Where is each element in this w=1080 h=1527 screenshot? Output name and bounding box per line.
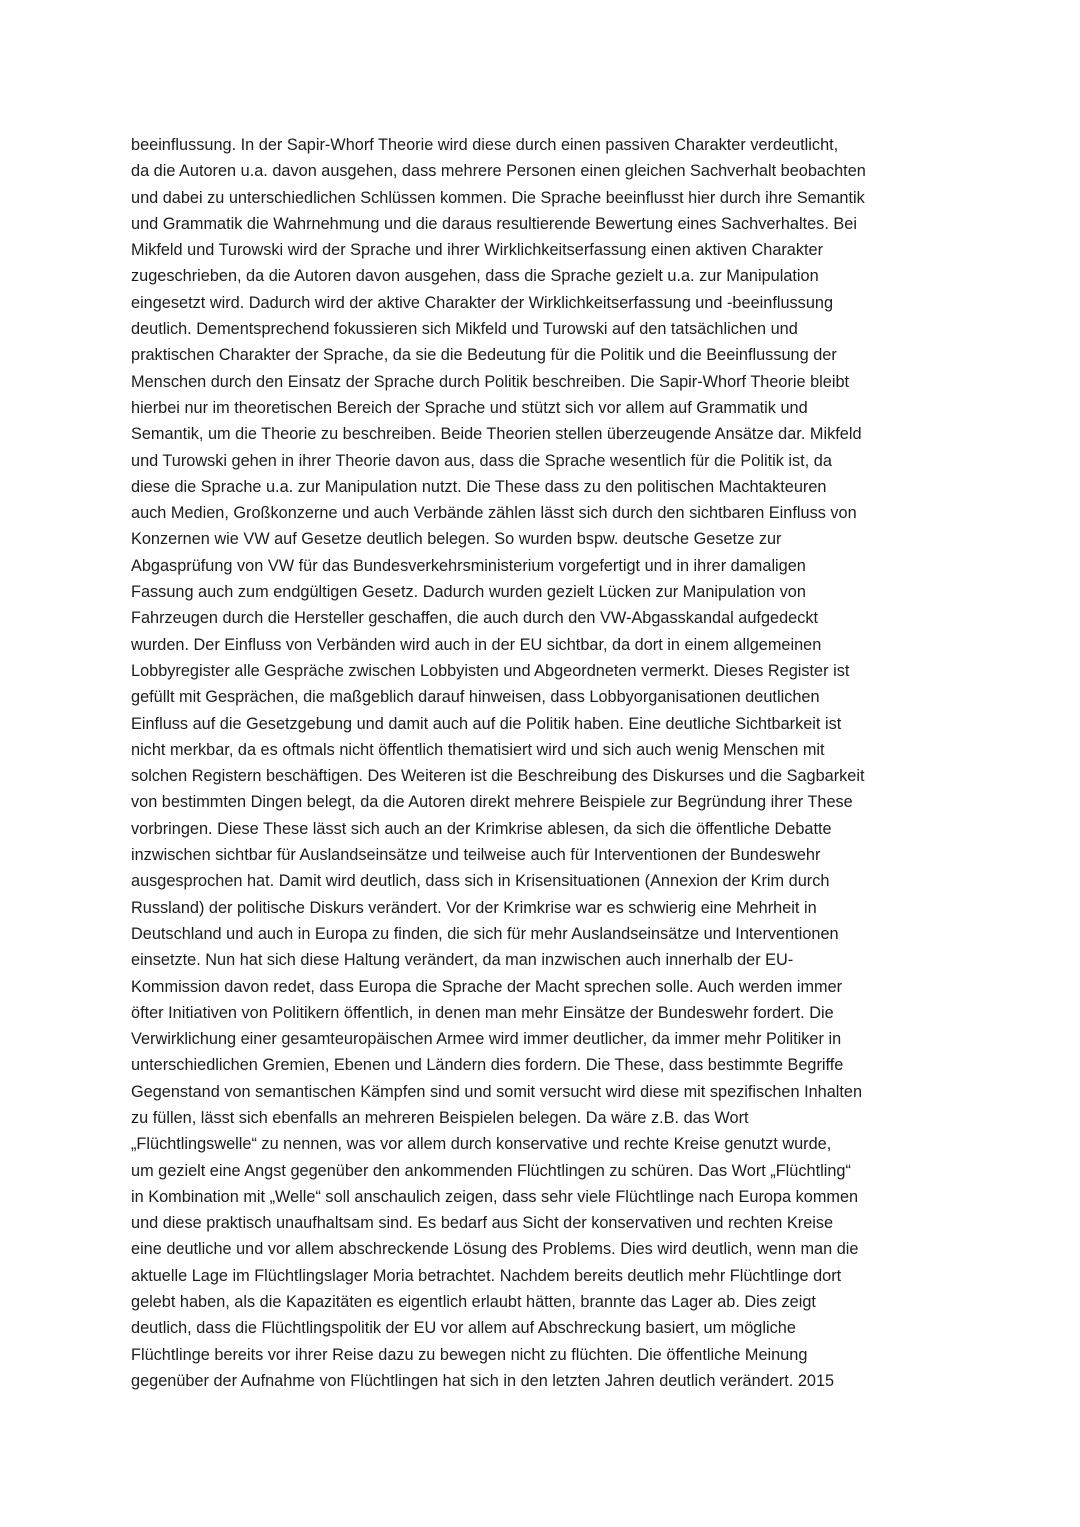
text-line: Menschen durch den Einsatz der Sprache durch Politik beschreiben. Die Sapir-Whorf Theorie bleibt	[131, 371, 850, 391]
text-line: wurden. Der Einfluss von Verbänden wird auch in der EU sichtbar, da dort in einem allgemeinen	[131, 634, 822, 654]
text-line: Kommission davon redet, dass Europa die Sprache der Macht sprechen solle. Auch werden immer	[131, 976, 843, 996]
text-line: Konzernen wie VW auf Gesetze deutlich belegen. So wurden bspw. deutsche Gesetze zur	[131, 529, 782, 549]
text-line: und Turowski gehen in ihrer Theorie davon aus, dass die Sprache wesentlich für die Politik ist, da	[131, 450, 832, 470]
text-line: gefüllt mit Gesprächen, die maßgeblich darauf hinweisen, dass Lobbyorganisationen deutlichen	[131, 687, 820, 707]
text-line: Mikfeld und Turowski wird der Sprache und ihrer Wirklichkeitserfassung einen aktiven Charakter	[131, 240, 824, 260]
text-line: eine deutliche und vor allem abschreckende Lösung des Problems. Dies wird deutlich, wenn man die	[131, 1239, 859, 1259]
text-line: Gegenstand von semantischen Kämpfen sind und somit versucht wird diese mit spezifischen Inhalten	[131, 1081, 863, 1101]
text-line: diese die Sprache u.a. zur Manipulation nutzt. Die These dass zu den politischen Machtakteuren	[131, 476, 827, 496]
text-line: nicht merkbar, da es oftmals nicht öffentlich thematisiert wird und sich auch wenig Menschen mit	[131, 739, 825, 759]
text-line: zu füllen, lässt sich ebenfalls an mehreren Beispielen belegen. Da wäre z.B. das Wort	[131, 1107, 749, 1127]
text-line: zugeschrieben, da die Autoren davon ausgehen, dass die Sprache gezielt u.a. zur Manipulation	[131, 266, 819, 286]
text-line: Abgasprüfung von VW für das Bundesverkehrsministerium vorgefertigt und in ihrer damaligen	[131, 555, 806, 575]
text-line: da die Autoren u.a. davon ausgehen, dass mehrere Personen einen gleichen Sachverhalt beobachten	[131, 161, 866, 181]
text-line: Flüchtlinge bereits vor ihrer Reise dazu zu bewegen nicht zu flüchten. Die öffentliche Meinung	[131, 1344, 808, 1364]
text-line: Einfluss auf die Gesetzgebung und damit auch auf die Politik haben. Eine deutliche Sichtbarkeit ist	[131, 713, 842, 733]
body-text	[131, 132, 971, 1394]
text-line: Fahrzeugen durch die Hersteller geschaffen, die auch durch den VW-Abgasskandal aufgedeckt	[131, 608, 819, 628]
text-line: von bestimmten Dingen belegt, da die Autoren direkt mehrere Beispiele zur Begründung ihrer These	[131, 792, 853, 812]
text-line: Verwirklichung einer gesamteuropäischen Armee wird immer deutlicher, da immer mehr Politiker in	[131, 1029, 842, 1049]
text-line: hierbei nur im theoretischen Bereich der Sprache und stützt sich vor allem auf Grammatik und	[131, 397, 808, 417]
text-line: gegenüber der Aufnahme von Flüchtlingen hat sich in den letzten Jahren deutlich verändert. 2015	[131, 1370, 835, 1390]
text-line: solchen Registern beschäftigen. Des Weiteren ist die Beschreibung des Diskurses und die Sagbarkeit	[131, 766, 865, 786]
text-line: und Grammatik die Wahrnehmung und die daraus resultierende Bewertung eines Sachverhaltes. Bei	[131, 213, 857, 233]
text-line: Semantik, um die Theorie zu beschreiben. Beide Theorien stellen überzeugende Ansätze dar. Mikfeld	[131, 424, 862, 444]
text-line: unterschiedlichen Gremien, Ebenen und Ländern dies fordern. Die These, dass bestimmte Begriffe	[131, 1055, 844, 1075]
text-line: Lobbyregister alle Gespräche zwischen Lobbyisten und Abgeordneten vermerkt. Dieses Register ist	[131, 660, 850, 680]
text-line: eingesetzt wird. Dadurch wird der aktive Charakter der Wirklichkeitserfassung und -beeinflussung	[131, 292, 834, 312]
text-line: aktuelle Lage im Flüchtlingslager Moria betrachtet. Nachdem bereits deutlich mehr Flüchtlinge dort	[131, 1265, 842, 1285]
text-line: auch Medien, Großkonzerne und auch Verbände zählen lässt sich durch den sichtbaren Einfluss von	[131, 503, 857, 523]
text-line: Russland) der politische Diskurs verändert. Vor der Krimkrise war es schwierig eine Mehrheit in	[131, 897, 817, 917]
text-line: gelebt haben, als die Kapazitäten es eigentlich erlaubt hätten, brannte das Lager ab. Dies zeigt	[131, 1292, 816, 1312]
text-line: praktischen Charakter der Sprache, da sie die Bedeutung für die Politik und die Beeinflussung der	[131, 345, 837, 365]
text-line: „Flüchtlingswelle“ zu nennen, was vor allem durch konservative und rechte Kreise genutzt wurde,	[131, 1134, 832, 1154]
text-line: beeinflussung. In der Sapir-Whorf Theorie wird diese durch einen passiven Charakter verdeutlicht,	[131, 135, 839, 154]
text-line: in Kombination mit „Welle“ soll anschaulich zeigen, dass sehr viele Flüchtlinge nach Europa kommen	[131, 1186, 859, 1206]
text-line: und dabei zu unterschiedlichen Schlüssen kommen. Die Sprache beeinflusst hier durch ihre Semantik	[131, 187, 865, 207]
text-line: und diese praktisch unaufhaltsam sind. Es bedarf aus Sicht der konservativen und rechten Kreise	[131, 1213, 834, 1233]
text-line: um gezielt eine Angst gegenüber den ankommenden Flüchtlingen zu schüren. Das Wort „Flüchtling“	[131, 1160, 851, 1180]
text-line: deutlich. Dementsprechend fokussieren sich Mikfeld und Turowski auf den tatsächlichen und	[131, 319, 798, 339]
text-line: ausgesprochen hat. Damit wird deutlich, dass sich in Krisensituationen (Annexion der Krim durch	[131, 871, 830, 891]
text-line: Deutschland und auch in Europa zu finden, die sich für mehr Auslandseinsätze und Interventionen	[131, 923, 839, 943]
text-line: deutlich, dass die Flüchtlingspolitik der EU vor allem auf Abschreckung basiert, um mögliche	[131, 1318, 796, 1338]
text-line: Fassung auch zum endgültigen Gesetz. Dadurch wurden gezielt Lücken zur Manipulation von	[131, 582, 806, 602]
text-line: vorbringen. Diese These lässt sich auch an der Krimkrise ablesen, da sich die öffentliche Debatte	[131, 818, 832, 838]
text-line: inzwischen sichtbar für Auslandseinsätze und teilweise auch für Interventionen der Bundeswehr	[131, 845, 821, 865]
text-line: einsetzte. Nun hat sich diese Haltung verändert, da man inzwischen auch innerhalb der EU-	[131, 950, 794, 970]
text-line: öfter Initiativen von Politikern öffentlich, in denen man mehr Einsätze der Bundeswehr fordert. Die	[131, 1002, 834, 1022]
